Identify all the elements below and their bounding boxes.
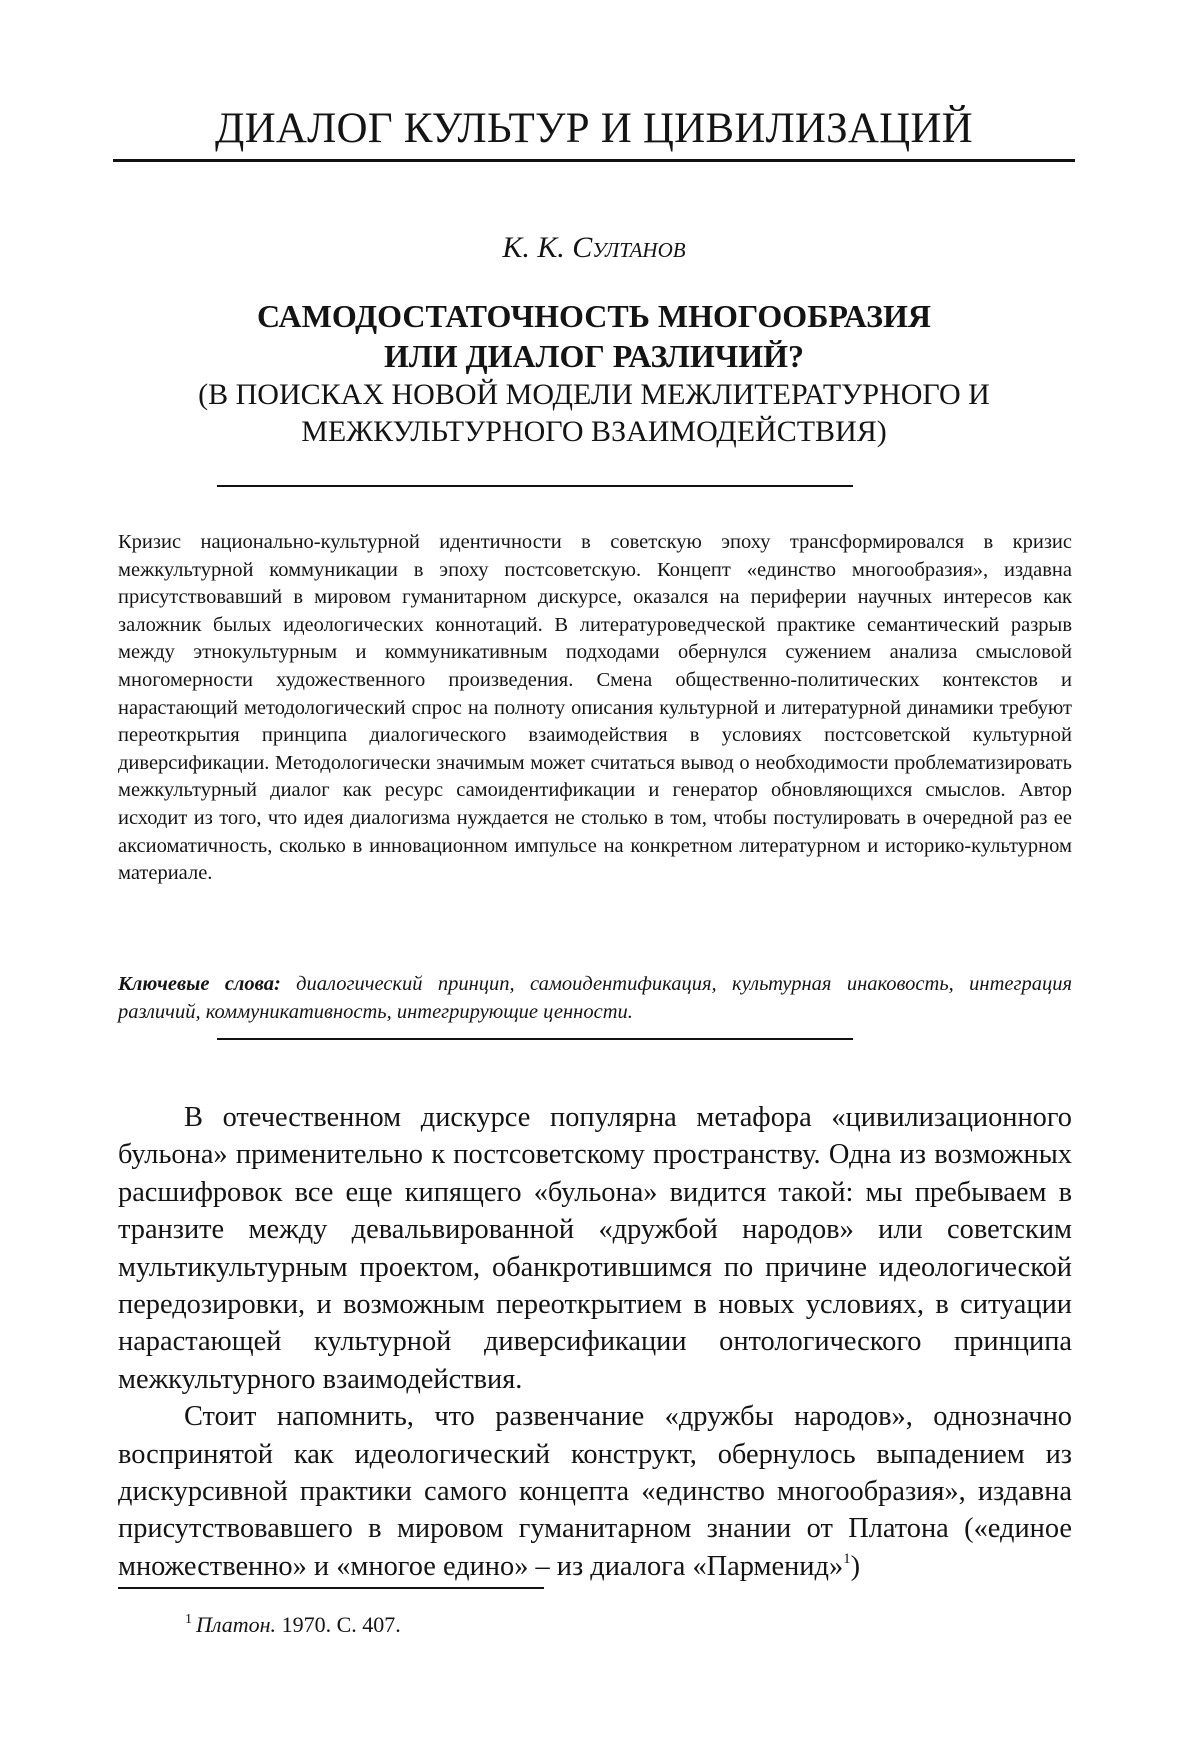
keywords-list: диалогический принцип, самоидентификация, культурная инаковость, интеграция различий, коммуникативность, интегрирующие ценности.	[118, 973, 1072, 1023]
author-surname: Султанов	[572, 231, 686, 264]
keywords-label: Ключевые слова	[118, 973, 274, 995]
abstract-text: Кризис национально-культурной идентичности в советскую эпоху трансформировался в кризис межкультурной коммуникации в эпоху постсоветскую. Концепт «единство многообразия», издавна присутствовавший в мировом гуманитарном дискурсе, оказался на периферии научных интересов как заложник былых идеологических коннотаций. В литературоведческой практике семантический разрыв между этнокультурным и коммуникативным подходами обернулся сужением анализа смысловой многомерности художественного произведения. Смена общественно-политических контекстов и нарастающий методологический спрос на полноту описания культурной и литературной динамики требуют переоткрытия принципа диалогического взаимодействия в условиях постсоветской культурной диверсификации. Методологически значимым может считаться вывод о необходимости проблематизировать межкультурный диалог как ресурс самоидентификации и генератор обновляющихся смыслов. Автор исходит из того, что идея диалогизма нуждается не столько в том, чтобы постулировать в очередной раз ее аксиоматичность, сколько в инновационном импульсе на конкретном литературном и историко-культурном материале.	[118, 531, 1072, 885]
author-initials: К. К.	[502, 231, 565, 264]
body-paragraph-2	[118, 1398, 1072, 1585]
header-rule	[113, 159, 1075, 162]
abstract-top-rule	[217, 485, 853, 487]
title-line-1: САМОДОСТАТОЧНОСТЬ МНОГООБРАЗИЯ	[257, 298, 931, 334]
footnote-number: 1	[185, 1612, 192, 1627]
article-title	[113, 296, 1075, 450]
footnote-rule	[118, 1587, 544, 1589]
subtitle-line-2: МЕЖКУЛЬТУРНОГО ВЗАИМОДЕЙСТВИЯ)	[301, 415, 887, 448]
footnote-reference: 1	[843, 1550, 851, 1567]
abstract-bottom-rule	[217, 1038, 853, 1040]
footnote-citation: 1970. С. 407.	[276, 1612, 401, 1637]
footnote-author: Платон.	[196, 1612, 277, 1637]
footnote	[185, 1606, 401, 1639]
paragraph-2-text: Стоит напомнить, что развенчание «дружбы народов», однозначно воспринятой как идеологический конструкт, обернулось выпадением из дискурсивной практики самого концепта «единство многообразия», издавна присутствовавшего в мировом гуманитарном знании от Платона («единое множественно» и «многое едино» – из диалога «Парменид»	[118, 1401, 1072, 1582]
section-header: ДИАЛОГ КУЛЬТУР И ЦИВИЛИЗАЦИЙ	[215, 105, 973, 152]
body-paragraph-1: В отечественном дискурсе популярна метафора «цивилизационного бульона» применительно к постсоветскому пространству. Одна из возможных расшифровок все еще кипящего «бульона» видится такой: мы пребываем в транзите между девальвированной «дружбой народов» или советским мультикультурным проектом, обанкротившимся по причине идеологической передозировки, и возможным переоткрытием в новых условиях, в ситуации нарастающей культурной диверсификации онтологического принципа межкультурного взаимодействия.	[118, 1102, 1072, 1395]
body-text	[118, 1099, 1072, 1585]
title-line-2: ИЛИ ДИАЛОГ РАЗЛИЧИЙ?	[384, 338, 804, 374]
article-author	[113, 230, 1075, 266]
keywords-separator: :	[273, 973, 297, 995]
keywords	[118, 971, 1072, 1026]
subtitle-line-1: (В ПОИСКАХ НОВОЙ МОДЕЛИ МЕЖЛИТЕРАТУРНОГО И	[198, 378, 990, 411]
paragraph-2-end: )	[850, 1550, 861, 1582]
